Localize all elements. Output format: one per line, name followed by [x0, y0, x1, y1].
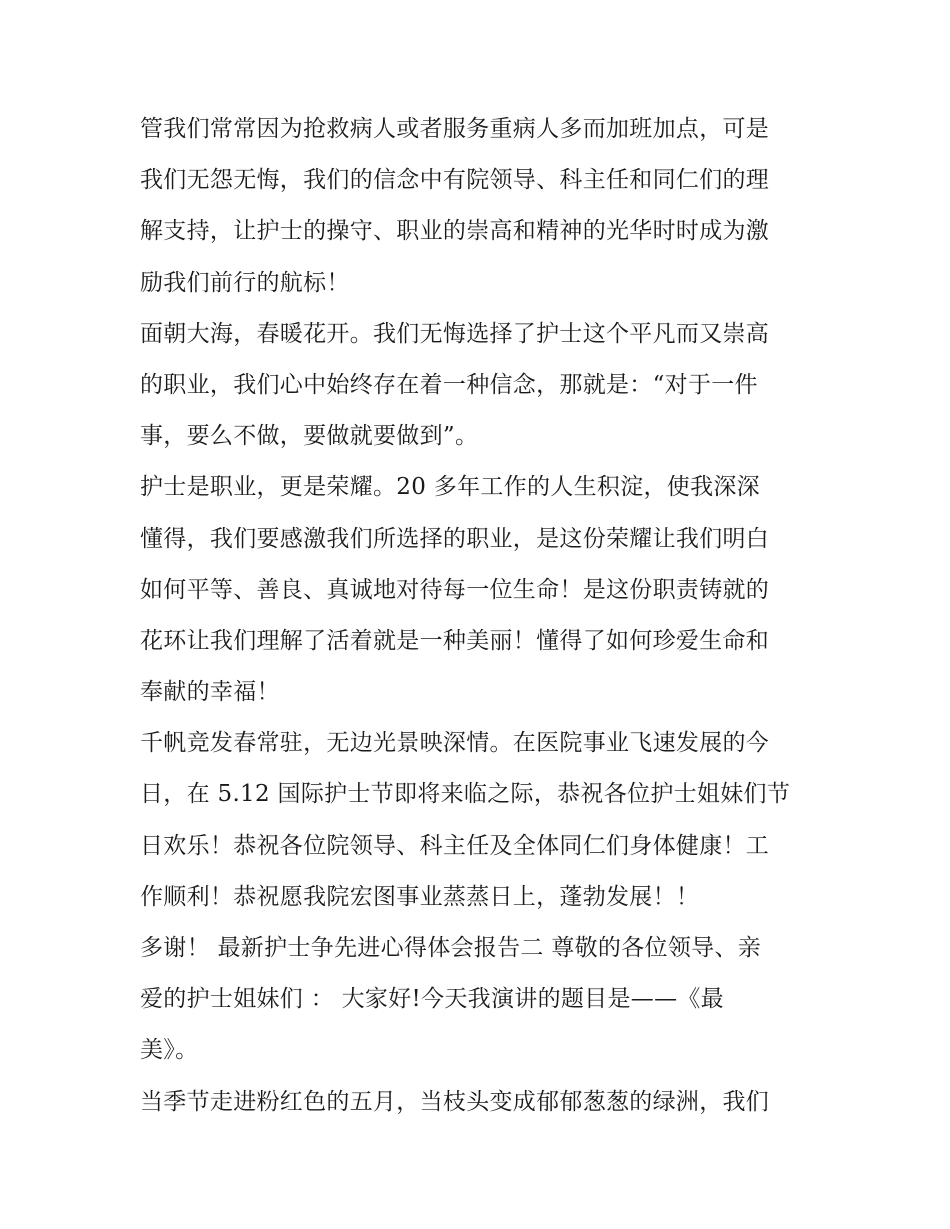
text-line: 日，在 5.12 国际护士节即将来临之际，恭祝各位护士姐妹们节: [140, 781, 791, 808]
text-line: 事，要么不做，要做就要做到”。: [140, 423, 479, 450]
text-line: 我们无怨无悔，我们的信念中有院领导、科主任和同仁们的理: [140, 167, 770, 194]
text-line: 日欢乐！恭祝各位院领导、科主任及全体同仁们身体健康！工: [140, 832, 770, 859]
text-line: 的职业，我们心中始终存在着一种信念，那就是：“对于一件: [140, 371, 758, 398]
text-line: 奉献的幸福！: [140, 679, 280, 706]
text-line: 励我们前行的航标！: [140, 269, 350, 296]
text-line: 管我们常常因为抢救病人或者服务重病人多而加班加点，可是: [140, 116, 770, 142]
text-line: 如何平等、善良、真诚地对待每一位生命！是这份职责铸就的: [140, 576, 770, 603]
document-body: [140, 104, 816, 1128]
text-line: 面朝大海，春暖花开。我们无悔选择了护士这个平凡而又崇高: [140, 320, 770, 347]
text-line: 作顺利！恭祝愿我院宏图事业蒸蒸日上，蓬勃发展！！: [140, 883, 700, 910]
text-line: 爱的护士姐妹们 ： 大家好!今天我演讲的题目是——《最: [140, 986, 724, 1013]
text-line: 多谢！ 最新护士争先进心得体会报告二 尊敬的各位领导、亲: [140, 935, 762, 961]
text-line: 护士是职业，更是荣耀。20 多年工作的人生积淀，使我深深: [140, 474, 760, 501]
text-line: 解支持，让护士的操守、职业的崇高和精神的光华时时成为激: [140, 218, 770, 245]
text-line: 花环让我们理解了活着就是一种美丽！懂得了如何珍爱生命和: [140, 627, 770, 654]
text-line: 当季节走进粉红色的五月，当枝头变成郁郁葱葱的绿洲，我们: [140, 1088, 770, 1115]
text-line: 美》。: [140, 1037, 199, 1064]
text-line: 千帆竞发春常驻，无边光景映深情。在医院事业飞速发展的今: [140, 730, 770, 757]
text-line: 懂得，我们要感激我们所选择的职业，是这份荣耀让我们明白: [140, 525, 770, 552]
